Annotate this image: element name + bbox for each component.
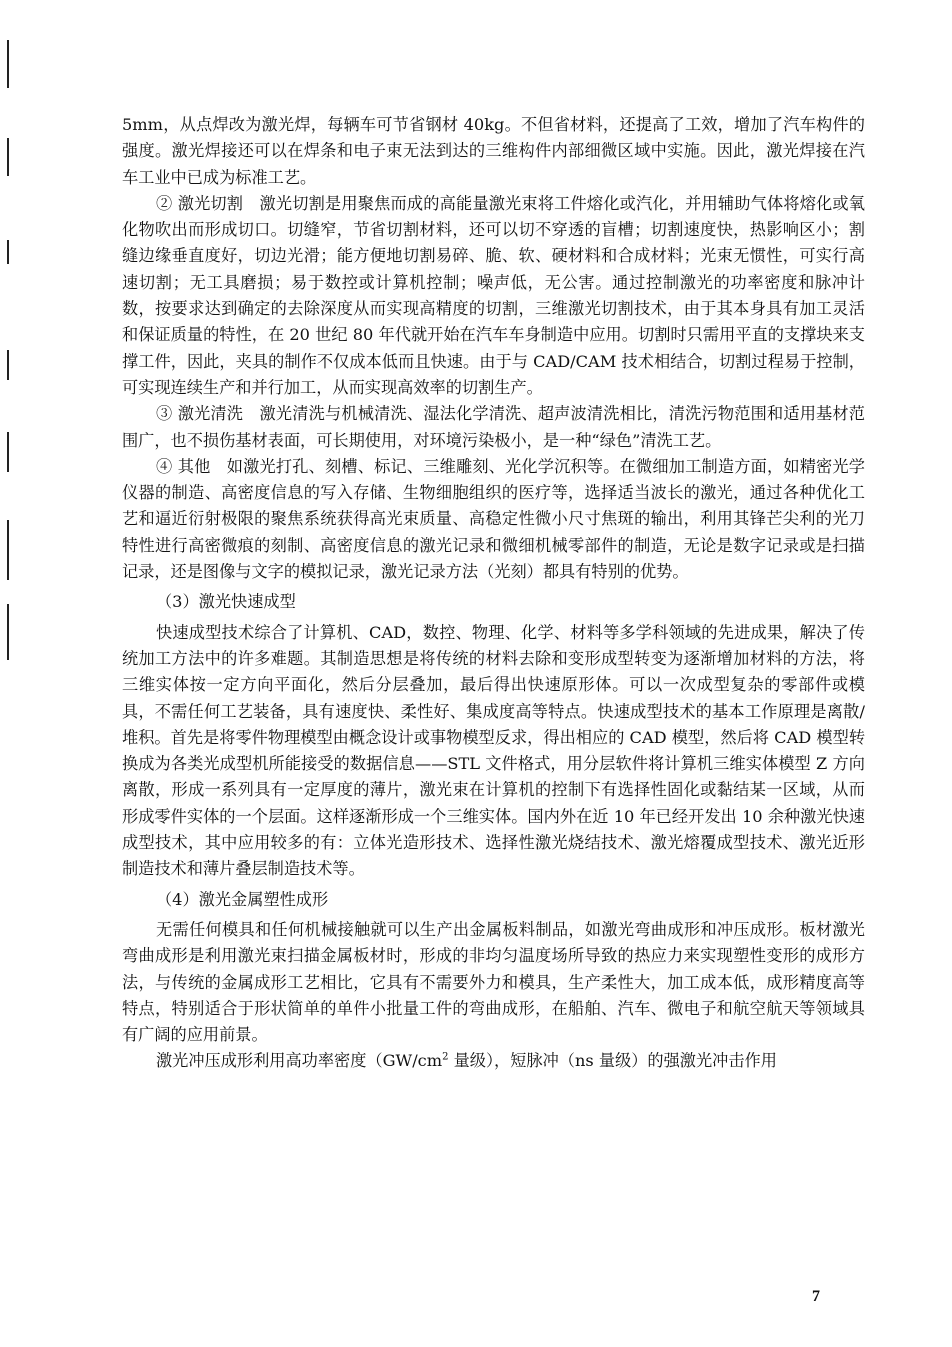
paragraph-laser-cleaning: ③ 激光清洗 激光清洗与机械清洗、湿法化学清洗、超声波清洗相比，清洗污物范围和适用基材范围广，也不损伤基材表面，可长期使用，对环境污染极小，是一种“绿色”清洗工艺。 [122,404,865,450]
binding-mark [7,138,9,176]
paragraph-rapid-prototyping: 快速成型技术综合了计算机、CAD，数控、物理、化学、材料等多学科领域的先进成果，解决了传统加工方法中的许多难题。其制造思想是将传统的材料去除和变形成型转变为逐渐增加材料的方法，将三维实体按一定方向平面化，然后分层叠加，最后得出快速原形体。可以一次成型复杂的零部件或模具，不需任何工艺装备，具有速度快、柔性好、集成度高等特点。快速成型技术的基本工作原理是离散/堆积。首先是将零件物理模型由概念设计或事物模型反求，得出相应的 CAD 模型，然后将 CAD 模型转换成为各类光成型机所能接受的数据信息——STL 文件格式，用分层软件将计算机三维实体模型 Z 方向离散，形成一系列具有一定厚度的薄片，激光束在计算机的控制下有选择性固化或黏结某一区域，从而形成零件实体的一个层面。这样逐渐形成一个三维实体。国内外在近 10 年已经开发出 10 余种激光快速成型技术，其中应用较多的有：立体光造形技术、选择性激光烧结技术、激光熔覆成型技术、激光近形制造技术和薄片叠层制造技术等。 [122,622,866,879]
binding-mark [7,350,9,380]
paragraph-laser-cutting: ② 激光切割 激光切割是用聚焦而成的高能量激光束将工件熔化或汽化，并用辅助气体将熔化或氧化物吹出而形成切口。切缝窄，节省切割材料，还可以切不穿透的盲槽；切割速度快，热影响区小；割缝边缘垂直度好，切边光滑；能方便地切割易碎、脆、软、硬材料和合成材料；光束无惯性，可实行高速切割；无工具磨损；易于数控或计算机控制；噪声低，无公害。通过控制激光的功率密度和脉冲计数，按要求达到确定的去除深度从而实现高精度的切割，三维激光切割技术，由于其本身具有加工灵活和保证质量的特性，在 20 世纪 80 年代就开始在汽车车身制造中应用。切割时只需用平直的支撑块来支撑工件，因此，夹具的制作不仅成本低而且快速。由于与 CAD/CAM 技术相结合，切割过程易于控制，可实现连续生产和并行加工，从而实现高效率的切割生产。 [122,193,865,397]
paragraph-metal-forming: 无需任何模具和任何机械接触就可以生产出金属板料制品，如激光弯曲成形和冲压成形。板材激光弯曲成形是利用激光束扫描金属板材时，形成的非均匀温度场所导致的热应力来实现塑性变形的成形方法，与传统的金属成形工艺相比，它具有不需要外力和模具，生产柔性大，加工成本低，成形精度高等特点，特别适合于形状简单的单件小批量工件的弯曲成形，在船舶、汽车、微电子和航空航天等领域具有广阔的应用前景。 [122,919,865,1045]
body-text [122,112,865,1075]
section-heading-metal-forming: （4）激光金属塑性成形 [156,889,329,909]
binding-mark [7,40,9,88]
stamping-text-start: 激光冲压成形利用高功率密度（GW/cm [156,1051,443,1071]
binding-mark [7,240,9,264]
section-heading-rapid-prototyping: （3）激光快速成型 [156,592,296,612]
page-number: 7 [812,1288,820,1305]
binding-mark [7,604,9,660]
binding-mark [7,432,9,472]
paragraph-other: ④ 其他 如激光打孔、刻槽、标记、三维雕刻、光化学沉积等。在微细加工制造方面，如精密光学仪器的制造、高密度信息的写入存储、生物细胞组织的医疗等，选择适当波长的激光，通过各种优化工艺和逼近衍射极限的聚焦系统获得高光束质量、高稳定性微小尺寸焦斑的输出，利用其锋芒尖利的光刀特性进行高密微痕的刻制、高密度信息的激光记录和微细机械零部件的制造，无论是数字记录或是扫描记录，还是图像与文字的模拟记录，激光记录方法（光刻）都具有特别的优势。 [122,456,865,582]
paragraph-welding-continued: 5mm，从点焊改为激光焊，每辆车可节省钢材 40kg。不但省材料，还提高了工效，增加了汽车构件的强度。激光焊接还可以在焊条和电子束无法到达的三维构件内部细微区域中实施。因此，激光焊接在汽车工业中已成为标准工艺。 [122,115,865,187]
stamping-text-end: 量级），短脉冲（ns 量级）的强激光冲击作用 [448,1051,777,1071]
paragraph-laser-stamping [122,1048,865,1074]
scan-binding-marks [0,0,14,1347]
superscript-exponent: 2 [442,1052,449,1063]
binding-mark [7,520,9,580]
